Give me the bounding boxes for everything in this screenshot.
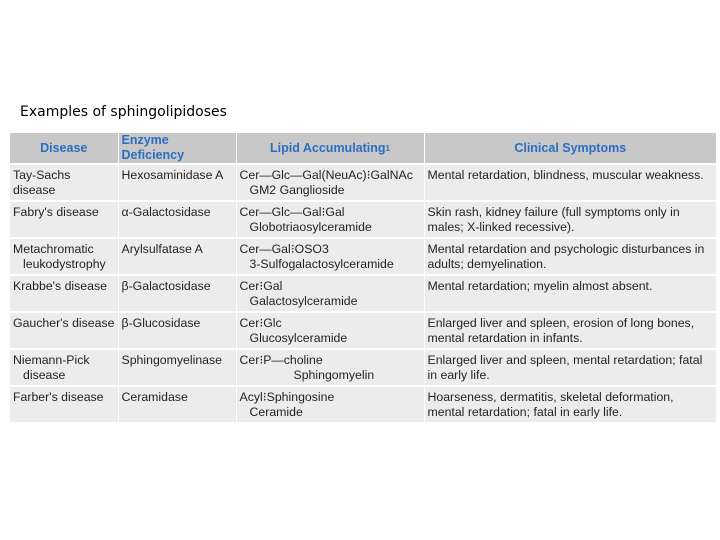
lipid-cell (236, 275, 424, 312)
disease-cell (10, 201, 118, 238)
enzyme-cell: Arylsulfatase A (118, 238, 236, 275)
header-footnote-mark: 1 (385, 143, 390, 153)
symptoms-cell: Skin rash, kidney failure (full symptoms only in males; X-linked recessive). (424, 201, 716, 238)
disease-name: Metachromatic (13, 242, 94, 256)
lipid-structure: Cer⁝Gal (239, 279, 283, 293)
lipid-name: Sphingomyelin (293, 368, 375, 382)
disease-name: Farber's disease (13, 390, 104, 404)
table-row (10, 312, 716, 349)
enzyme-cell: β-Galactosidase (118, 275, 236, 312)
lipid-structure: Cer—Glc—Gal⁝Gal (239, 205, 345, 219)
disease-name: Fabry's disease (13, 205, 99, 219)
lipid-cell (236, 349, 424, 386)
lipid-cell (236, 312, 424, 349)
table-row (10, 386, 716, 422)
disease-cell (10, 349, 118, 386)
lipid-cell (236, 386, 424, 422)
lipid-name: Galactosylceramide (249, 294, 358, 308)
sphingolipidoses-table (10, 133, 716, 422)
enzyme-cell: Sphingomyelinase (118, 349, 236, 386)
table-row (10, 349, 716, 386)
lipid-cell (236, 201, 424, 238)
disease-name-line2: leukodystrophy (23, 257, 106, 271)
disease-cell (10, 275, 118, 312)
lipid-name: Globotriaosylceramide (249, 220, 372, 234)
symptoms-cell: Mental retardation; myelin almost absent. (424, 275, 716, 312)
table-row (10, 164, 716, 201)
disease-name: Gaucher's disease (13, 316, 115, 330)
disease-cell (10, 386, 118, 422)
enzyme-cell: β-Glucosidase (118, 312, 236, 349)
disease-name: Tay-Sachs disease (13, 168, 71, 197)
header-enzyme-deficiency: Enzyme Deficiency (118, 133, 236, 164)
lipid-structure: Cer⁝P—choline (239, 353, 323, 367)
symptoms-cell: Enlarged liver and spleen, mental retardation; fatal in early life. (424, 349, 716, 386)
enzyme-cell: Ceramidase (118, 386, 236, 422)
disease-name-line2: disease (23, 368, 66, 382)
lipid-structure: Acyl⁝Sphingosine (239, 390, 335, 404)
lipid-cell (236, 238, 424, 275)
header-disease: Disease (10, 133, 118, 164)
header-lipid-accumulating (236, 133, 424, 164)
lipid-name: GM2 Ganglioside (249, 183, 345, 197)
header-clinical-symptoms: Clinical Symptoms (424, 133, 716, 164)
disease-name: Niemann-Pick (13, 353, 90, 367)
lipid-structure: Cer—Glc—Gal(NeuAc)⁝GalNAc (239, 168, 413, 182)
table-row (10, 275, 716, 312)
lipid-cell (236, 164, 424, 201)
disease-cell (10, 164, 118, 201)
symptoms-cell: Hoarseness, dermatitis, skeletal deformation, mental retardation; fatal in early life. (424, 386, 716, 422)
lipid-structure: Cer—Gal⁝OSO3 (239, 242, 329, 256)
lipid-structure: Cer⁝Glc (239, 316, 282, 330)
enzyme-cell: Hexosaminidase A (118, 164, 236, 201)
enzyme-cell: α-Galactosidase (118, 201, 236, 238)
lipid-name: Ceramide (249, 405, 303, 419)
disease-cell (10, 238, 118, 275)
lipid-name: Glucosylceramide (249, 331, 348, 345)
symptoms-cell: Enlarged liver and spleen, erosion of long bones, mental retardation in infants. (424, 312, 716, 349)
table-header-row (10, 133, 716, 164)
disease-name: Krabbe's disease (13, 279, 107, 293)
symptoms-cell: Mental retardation and psychologic disturbances in adults; demyelination. (424, 238, 716, 275)
table-row (10, 201, 716, 238)
symptoms-cell: Mental retardation, blindness, muscular weakness. (424, 164, 716, 201)
header-lipid-label: Lipid Accumulating (270, 140, 386, 155)
page-title: Examples of sphingolipidoses (20, 104, 227, 120)
lipid-name: 3-Sulfogalactosylceramide (249, 257, 394, 271)
disease-cell (10, 312, 118, 349)
table-row (10, 238, 716, 275)
